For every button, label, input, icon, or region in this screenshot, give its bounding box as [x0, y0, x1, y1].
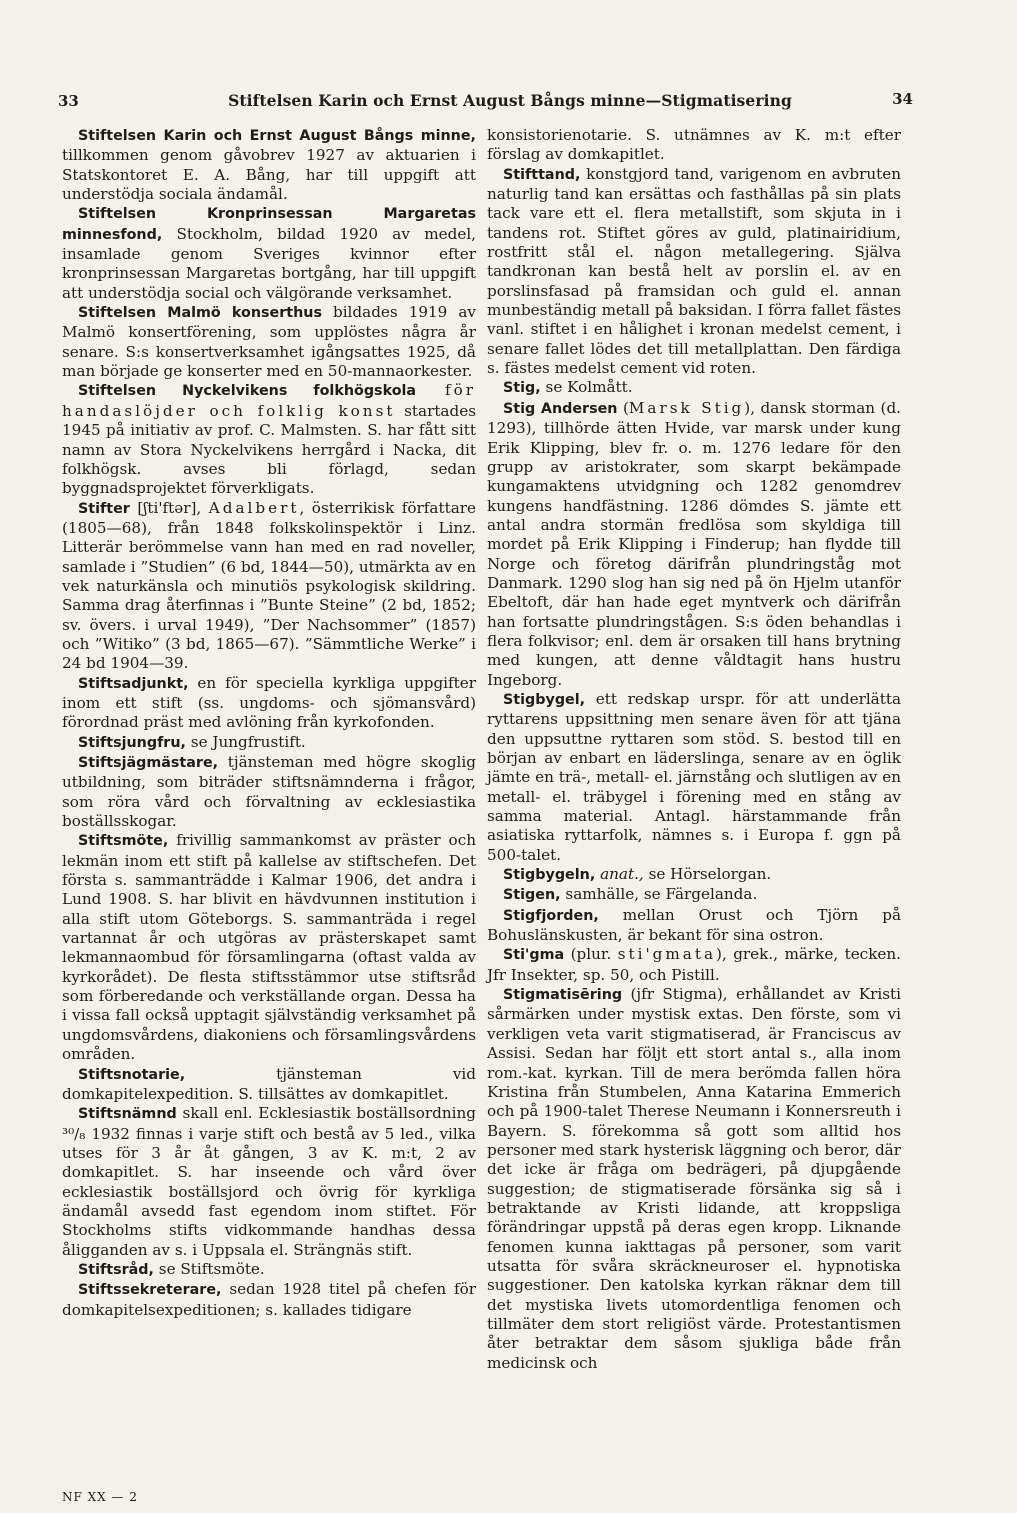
- entry-text: konsistorienotarie. S. utnämnes av K. m:t efter förslag av domkapitlet.: [487, 126, 901, 164]
- entry-spaced: för handaslöjder och folklig konst: [62, 381, 477, 420]
- dictionary-entry: [62, 126, 476, 204]
- entry-pre: (: [617, 398, 629, 417]
- entry-text: samhälle, se Färgelanda.: [560, 885, 758, 904]
- entry-text: tjänsteman med högre skoglig utbildning, som biträder stiftsnämnderna i frågor, som röra vård och förvaltning av ecklesiastika boställsskogar.: [62, 753, 476, 831]
- dictionary-entry: [62, 674, 476, 733]
- dictionary-entry: [487, 885, 901, 905]
- dictionary-entry: [62, 753, 476, 831]
- entry-text: tjänsteman vid domkapitelexpedition. S. tillsättes av domkapitlet.: [62, 1064, 476, 1103]
- left-column: [62, 126, 476, 1320]
- entry-headword: Stig Andersen: [503, 400, 618, 417]
- entry-text: ett redskap urspr. för att underlätta ryttarens uppsittning men senare även för att tjäna den uppsuttne ryttaren som stöd. S. bestod till en början av enbart en läderslinga, senare av en öglik jämte en trä-, metall- el. järnstång och slutligen av en metall- el. träbygel i förening med en stång av samma material. Antagl. härstammande från asiatiska ryttarfolk, nämnes s. i Europa f. ggn på 500-talet.: [487, 689, 901, 864]
- entry-headword: Stiftsnämnd: [78, 1106, 177, 1123]
- entry-text: ), dansk storman (d. 1293), tillhörde ätten Hvide, var marsk under kung Erik Klipping, blev fr. o. m. 1276 ledare för den grupp av aristokrater, som skarpt bekämpade kungamaktens utvidgning och 1282 genomdrev kungens handfästning. 1286 dömdes S. jämte ett antal andra stormän fredlösa som skyldiga till mordet på Erik Klipping i Finderup; han flydde till Norge och företog därifrån plundringståg mot Danmark. 1290 slog han sig ned på ön Hjelm utanför Ebeltoft, där han hade eget myntverk och därifrån han fortsatte plundringstågen. S:s öden behandlas i flera folkvisor; enl. dem är orsaken till hans brytning med kungen, att denne våldtagit hans hustru Ingeborg.: [487, 398, 901, 689]
- dictionary-entry: [62, 303, 476, 381]
- signature-mark: NF XX — 2: [62, 1490, 138, 1504]
- entry-text: tillkommen genom gåvobrev 1927 av aktuarien i Statskontoret E. A. Bång, har till uppgift att understödja sociala ändamål.: [62, 146, 476, 204]
- dictionary-entry: [62, 1104, 476, 1260]
- entry-text: se Hörselorgan.: [643, 865, 772, 884]
- entry-headword: Stigen,: [503, 887, 561, 904]
- entry-headword: Sti'gma: [503, 947, 565, 964]
- dictionary-entry: [62, 733, 476, 753]
- entry-text: Stockholm, bildad 1920 av medel, insamlade genom Sveriges kvinnor efter kronprinsessan Margaretas bortgång, har till uppgift att understödja social och välgörande verksamhet.: [62, 224, 476, 302]
- entry-text: konstgjord tand, varigenom en avbruten naturlig tand kan ersättas och fasthållas på sin plats tack vare ett el. flera metallstift, som skjuta in i tandens rot. Stiftet göres av guld, platinairidium, rostfritt stål el. någon metallegering. Själva tandkronan kan bestå helt av porslin el. av en porslinsfasad på framsidan och guld el. annan munbeständig metall på baksidan. I förra fallet fästes vanl. stiftet i en hålighet i kronan medelst cement, i senare fallet lödes det till metallplattan. Den färdiga s. fästes medelst cement vid roten.: [487, 164, 901, 378]
- dictionary-entry: [487, 906, 901, 946]
- dictionary-entry: [487, 399, 901, 690]
- entry-text: mellan Orust och Tjörn på Bohuslänskusten, är bekant för sina ostron.: [487, 905, 901, 945]
- dictionary-entry: [487, 865, 901, 885]
- entry-text: se Kolmått.: [540, 378, 633, 397]
- entry-text: , österrikisk författare (1805—68), från 1848 folkskolinspektör i Linz. Litterär berömmelse vann han med en rad noveller, samlade i ”Studien” (6 bd, 1844—50), utmärkta av en vek naturkänsla och minutiös psykologisk skildring. Samma drag återfinnas i ”Bunte Steine” (2 bd, 1852; sv. övers. i urval 1949), ”Der Nachsommer” (1857) och ”Witiko” (3 bd, 1865—67). ”Sämmtliche Werke” i 24 bd 1904—39.: [62, 498, 476, 673]
- dictionary-entry: [487, 378, 901, 398]
- entry-spaced: sti'gmata: [617, 945, 717, 964]
- dictionary-entry: [62, 831, 476, 1064]
- entry-headword: Stiftsnotarie,: [78, 1066, 186, 1083]
- entry-text: startades 1945 på initiativ av prof. C. Malmsten. S. har fått sitt namn av Stora Nyckelvikens herrgård i Nacka, dit folkhögsk. avses bli förlagd, sedan byggnadsprojektet förverkligats.: [62, 401, 476, 498]
- entry-text: (jfr Stigma), erhållandet av Kristi sårmärken under mystisk extas. Den förste, som vi verkligen veta varit stigmatiserad, är Franciscus av Assisi. Sedan har följt ett stort antal s., alla inom rom.-kat. kyrkan. Till de mera berömda fallen höra Kristina från Stumbelen, Anna Katarina Emmerich och på 1900-talet Therese Neumann i Konnersreuth i Bayern. S. förekomma så gott som alltid hos personer med stark hysterisk läggning och beror, där det icke är fråga om bedrägeri, på djupgående suggestion; de stigmatiserade försänka sig så i betraktande av Kristi lidande, att kroppsliga förändringar uppstå på deras egen kropp. Liknande fenomen kunna iakttagas på personer, som varit utsatta för svåra skräckneuroser el. hypnotiska suggestioner. Den katolska kyrkan räknar dem till det mystiska livets utomordentliga fenomen och tillmäter dem stort religiöst värde. Protestantismen åter betraktar dem såsom sjukliga både från medicinsk och: [487, 985, 901, 1372]
- entry-pre: (plur.: [564, 945, 618, 964]
- entry-headword: Stiftsmöte,: [78, 833, 169, 850]
- entry-headword: Stigfjorden,: [503, 907, 599, 924]
- dictionary-entry: [62, 1065, 476, 1105]
- entry-headword: Stiftsadjunkt,: [78, 675, 189, 692]
- dictionary-entry: [62, 499, 476, 674]
- dictionary-entry: [487, 945, 901, 985]
- entry-pre: [ʃti'ftər],: [129, 498, 209, 517]
- entry-headword: Stig,: [503, 380, 541, 397]
- entry-headword: Stiftsjungfru,: [78, 734, 186, 751]
- entry-headword: Stifter: [78, 500, 130, 517]
- dictionary-entry: [487, 165, 901, 379]
- entry-headword: Stiftssekreterare,: [78, 1282, 222, 1299]
- entry-text: se Stiftsmöte.: [153, 1259, 265, 1278]
- page-header: [0, 88, 1017, 118]
- entry-headword: Stigbygeln,: [503, 867, 596, 884]
- entry-text: bildades 1919 av Malmö konsertförening, som upplöstes några år senare. S:s konsertverksamhet igångsattes 1925, då man började ge konserter med en 50-mannaorkester.: [62, 303, 476, 381]
- page-number-left: 33: [58, 92, 79, 110]
- entry-headword: Stigmatisēring: [503, 987, 623, 1004]
- entry-text: ), grek., märke, tecken. Jfr Insekter, sp. 50, och Pistill.: [487, 945, 901, 984]
- dictionary-entry: [487, 985, 901, 1373]
- entry-it: anat.,: [595, 865, 644, 884]
- dictionary-entry: [487, 690, 901, 865]
- running-head: Stiftelsen Karin och Ernst August Bångs minne—Stigmatisering: [228, 91, 792, 110]
- dictionary-entry: [62, 381, 476, 498]
- entry-headword: Stiftelsen Nyckelvikens folkhögskola: [78, 383, 417, 400]
- entry-headword: Stiftsjägmästare,: [78, 755, 219, 771]
- entry-spaced: Adalbert: [208, 498, 300, 517]
- entry-text: frivillig sammankomst av präster och lekmän inom ett stift på kallelse av stiftschefen. Det första s. sammanträdde i Kalmar 1906, det andra i Lund 1908. S. har blivit en hävdvunnen institution i alla stift utom Göteborgs. S. sammanträda i regel vartannat år och utgöras av prästerskapet samt lekmannaombud för församlingarna (oftast valda av kyrkorådet). De flesta stiftsstämmor utse stiftsråd som förberedande och verkställande organ. Dessa ha i vissa fall också upptagit självständig verksamhet på ungdomsvårdens, diakoniens och församlingsvårdens områden.: [62, 831, 476, 1064]
- right-column: [487, 126, 901, 1373]
- dictionary-entry: [62, 204, 476, 303]
- entry-headword: Stiftsråd,: [78, 1261, 154, 1278]
- entry-text: skall enl. Ecklesiastik boställsordning ³⁰/₈ 1932 finnas i varje stift och bestå av 5 led., vilka utses för 3 år åt gången, 3 av K. m:t, 2 av domkapitlet. S. har inseende och vård över ecklesiastik boställsjord och övrig för kyrkliga ändamål avsedd fast egendom inom stiftet. För Stockholms stifts vidkommande handhas dessa åligganden av s. i Uppsala el. Strängnäs stift.: [62, 1104, 476, 1259]
- entry-text: se Jungfrustift.: [185, 732, 306, 751]
- entry-text: sedan 1928 titel på chefen för domkapitelsexpeditionen; s. kallades tidigare: [62, 1280, 476, 1319]
- page-number-right: 34: [892, 90, 913, 108]
- dictionary-entry: [62, 1280, 476, 1320]
- entry-headword: Stigbygel,: [503, 691, 586, 708]
- dictionary-entry: [487, 126, 901, 165]
- entry-headword: Stiftelsen Kronprinsessan Margaretas minnesfond,: [62, 206, 476, 243]
- entry-headword: Stiftelsen Karin och Ernst August Bångs minne,: [78, 128, 476, 144]
- entry-headword: Stiftelsen Malmö konserthus: [78, 305, 322, 322]
- entry-text: en för speciella kyrkliga uppgifter inom ett stift (ss. ungdoms- och sjömansvård) förordnad präst med avlöning från kyrkofonden.: [62, 673, 476, 732]
- entry-headword: Stifttand,: [503, 166, 581, 183]
- entry-spaced: Marsk Stig: [628, 398, 745, 417]
- dictionary-entry: [62, 1260, 476, 1280]
